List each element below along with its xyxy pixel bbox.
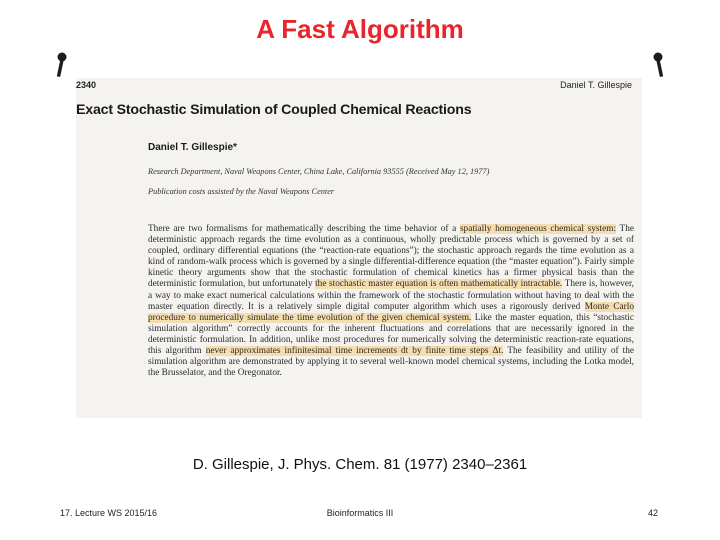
footer-course: Bioinformatics III: [326, 508, 394, 518]
abstract-text: The feasibility and utility of the simulation algorithm are demonstrated by applying it to several well-known model chemical systems, including the Lotka model, the Brusselator, and the Oregonator.: [148, 346, 634, 379]
highlighted-phrase: Monte Carlo procedure to numerically simulate the time evolution of the given chemical system.: [148, 301, 634, 323]
highlighted-phrase: spatially homogeneous chemical system:: [459, 224, 617, 234]
running-head: Daniel T. Gillespie: [560, 80, 632, 90]
abstract-text: There are two formalisms for mathematically describing the time behavior of a: [148, 224, 460, 234]
citation: D. Gillespie, J. Phys. Chem. 81 (1977) 2340–2361: [192, 456, 528, 473]
paper-affiliation: Research Department, Naval Weapons Center, China Lake, California 93555 (Received May 12, 1977): [148, 167, 490, 176]
highlighted-phrase: never approximates infinitesimal time increments dt by finite time steps Δt.: [205, 346, 504, 357]
paper-abstract: [148, 224, 634, 379]
abstract-text: There is, however, a way to make exact numerical calculations within the framework of the stochastic formulation without having to deal with the master equation directly. It is a relatively simple digital computer algorithm which uses a rigorously derived: [148, 279, 635, 312]
pushpin-left-icon: [56, 52, 68, 78]
footer-page-number: 42: [647, 508, 658, 518]
footer-lecture: 17. Lecture WS 2015/16: [60, 508, 158, 518]
abstract-text: Like the master equation, this “stochastic simulation algorithm” correctly accounts for the inherent fluctuations and correlations that are necessarily ignored in the deterministic formulation. In addition, unlike most procedures for numerically solving the deterministic reaction-rate equations, this algorithm: [148, 312, 634, 357]
paper-scan: [76, 78, 642, 418]
abstract-text: The deterministic approach regards the time evolution as a continuous, wholly predictable process which is governed by a set of coupled, ordinary differential equations (the “reaction-rate equations”); the stochastic approach regards the time evolution as a kind of random-walk process which is governed by a single differential-difference equation (the “master equation”). Fairly simple kinetic theory arguments show that the stochastic formulation of chemical kinetics has a firmer physical basis than the deterministic formulation, but unfortunately: [148, 224, 634, 290]
slide-title: A Fast Algorithm: [256, 14, 464, 44]
journal-page-number: 2340: [76, 80, 97, 90]
pushpin-right-icon: [652, 52, 664, 78]
paper-author: Daniel T. Gillespie*: [148, 142, 237, 153]
paper-title: Exact Stochastic Simulation of Coupled Chemical Reactions: [76, 102, 472, 118]
highlighted-phrase: the stochastic master equation is often mathematically intractable.: [315, 279, 563, 290]
paper-funding-note: Publication costs assisted by the Naval Weapons Center: [148, 187, 335, 196]
